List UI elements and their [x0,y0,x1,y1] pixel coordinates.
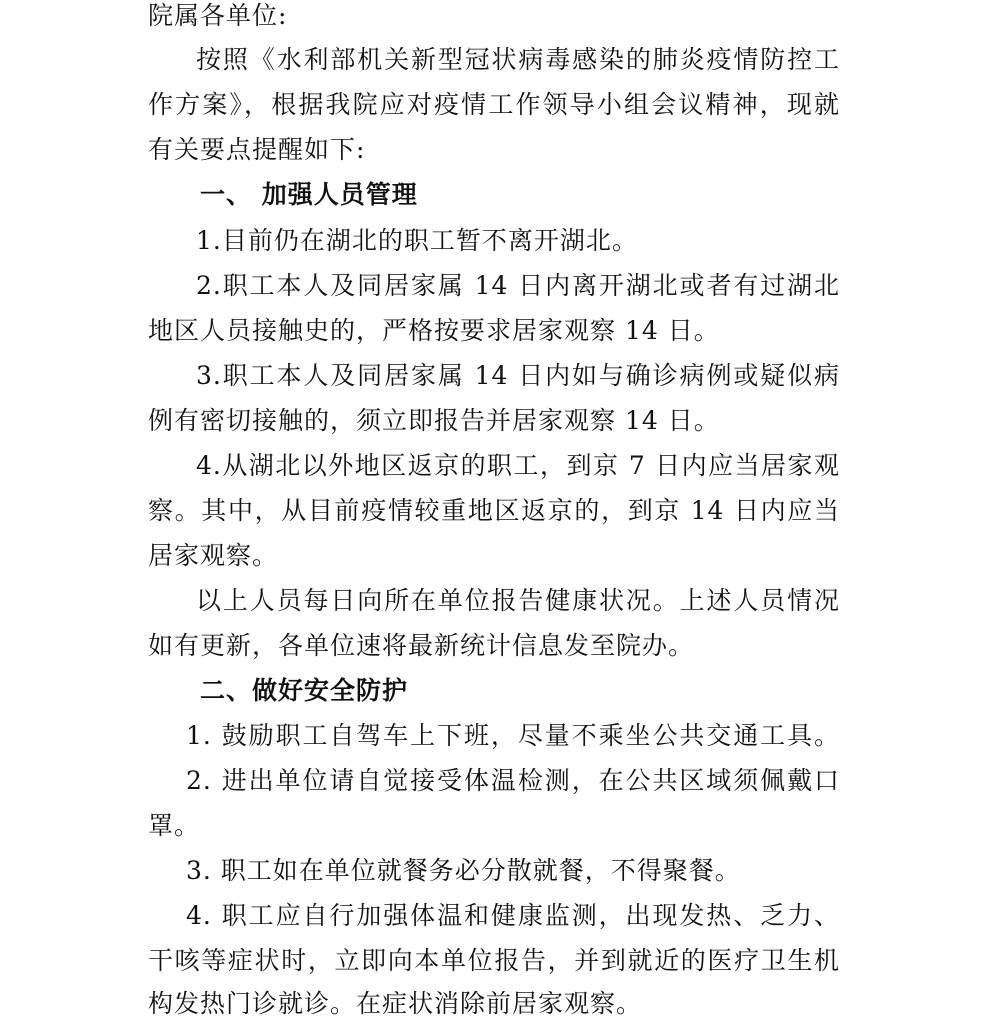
section1-item4-line1: 4.从湖北以外地区返京的职工，到京 7 日内应当居家观 [196,451,840,480]
section2-item4-line1: 4. 职工应自行加强体温和健康监测，出现发热、乏力、 [186,901,840,930]
section1-item2-line2: 地区人员接触史的，严格按要求居家观察 14 日。 [148,316,720,345]
intro-line-3: 有关要点提醒如下: [148,135,366,164]
section2-item3: 3. 职工如在单位就餐务必分散就餐，不得聚餐。 [186,856,741,885]
intro-line-2: 作方案》，根据我院应对疫情工作领导小组会议精神，现就 [148,90,840,119]
section2-heading: 二、做好安全防护 [200,676,409,705]
section1-item4-line3: 居家观察。 [148,541,279,570]
section2-item2-line2: 罩。 [148,811,201,840]
salutation: 院属各单位: [148,1,288,30]
section1-item3-line2: 例有密切接触的，须立即报告并居家观察 14 日。 [148,406,720,435]
section1-item2-line1: 2.职工本人及同居家属 14 日内离开湖北或者有过湖北 [196,271,840,300]
section2-item4-line3: 构发热门诊就诊。在症状消除前居家观察。 [148,989,643,1018]
section2-item4-line2: 干咳等症状时，立即向本单位报告，并到就近的医疗卫生机 [148,946,840,975]
section1-item3-line1: 3.职工本人及同居家属 14 日内如与确诊病例或疑似病 [196,361,840,390]
section1-note-line1: 以上人员每日向所在单位报告健康状况。上述人员情况 [196,586,840,615]
section1-item4-line2: 察。其中，从目前疫情较重地区返京的，到京 14 日内应当 [148,496,840,525]
intro-line-1: 按照《水利部机关新型冠状病毒感染的肺炎疫情防控工 [196,45,840,74]
section2-item1: 1. 鼓励职工自驾车上下班，尽量不乘坐公共交通工具。 [186,721,840,750]
section1-note-line2: 如有更新，各单位速将最新统计信息发至院办。 [148,631,695,660]
section2-item2-line1: 2. 进出单位请自觉接受体温检测，在公共区域须佩戴口 [186,766,840,795]
section1-item1: 1.目前仍在湖北的职工暂不离开湖北。 [196,226,638,255]
section1-heading: 一、 加强人员管理 [200,180,418,209]
